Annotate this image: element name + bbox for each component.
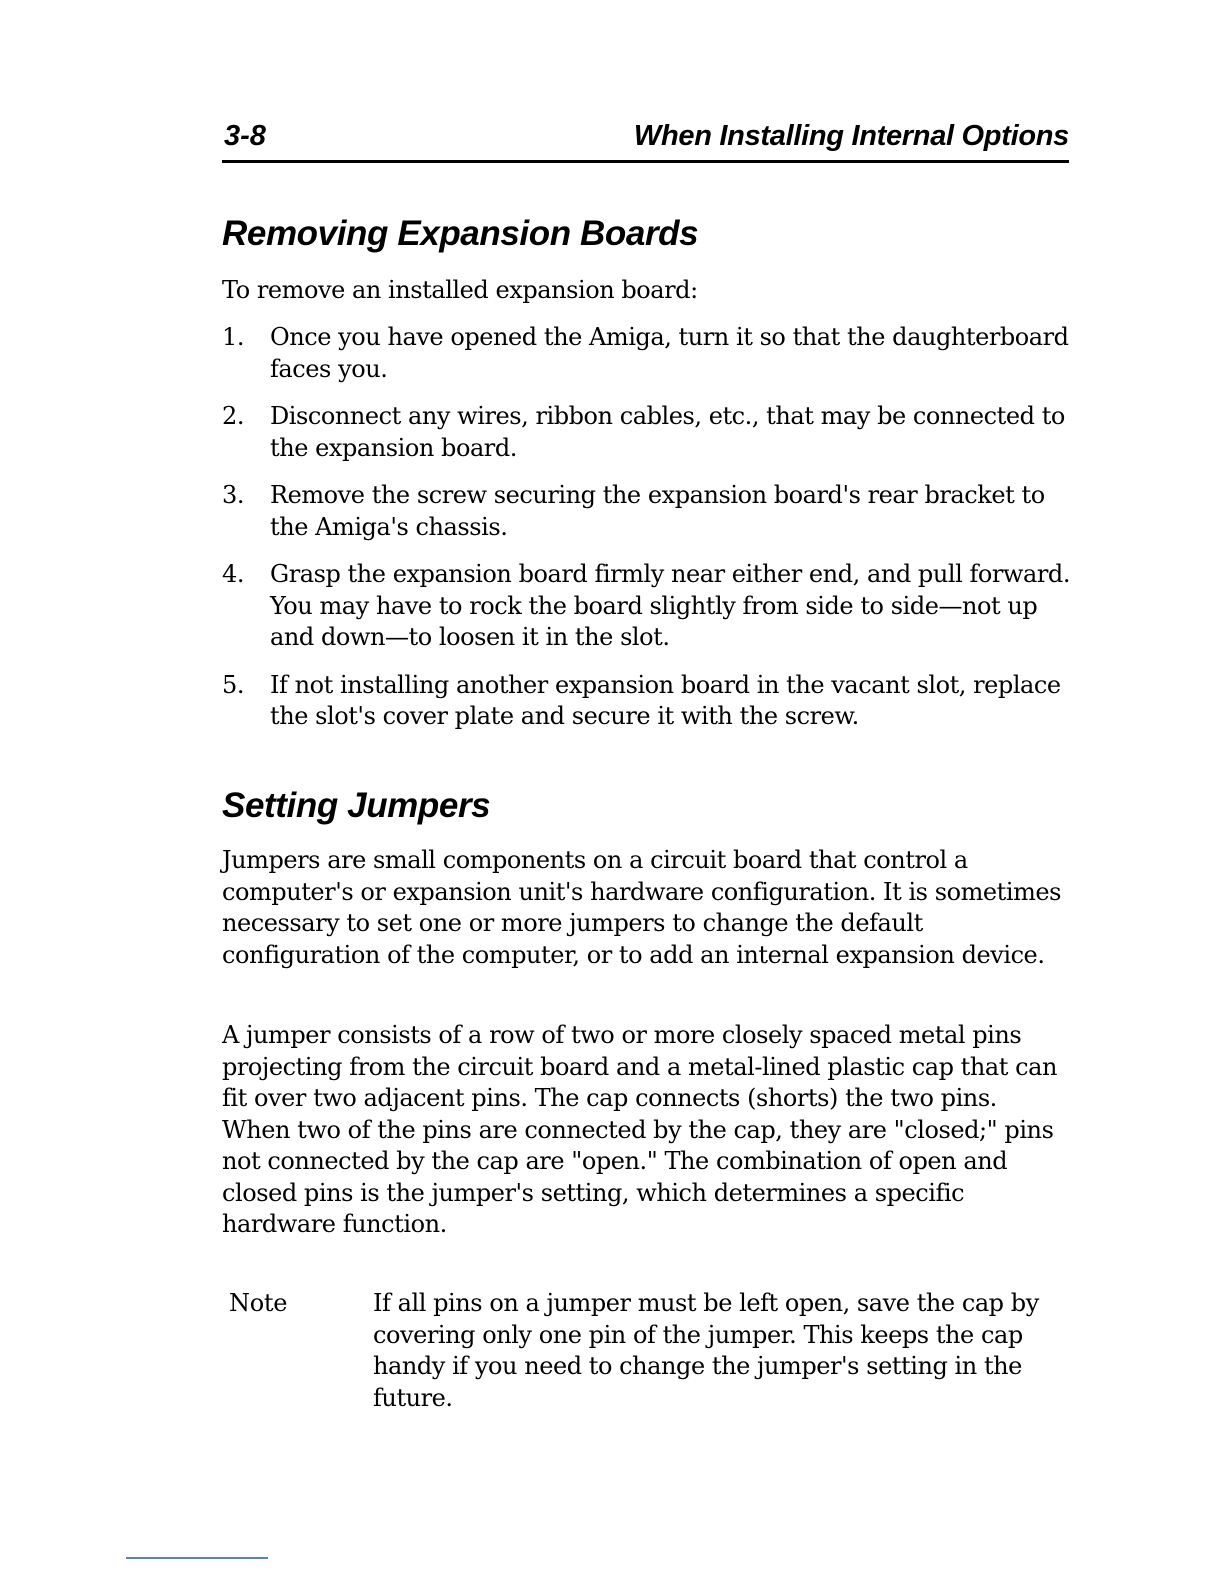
jumpers-paragraph-1: Jumpers are small components on a circuit board that control a computer's or expansion unit's hardware configuration. It is sometimes necessary to set one or more jumpers to change the default configuration of the computer, or to add an internal expansion device. bbox=[222, 846, 1062, 969]
step-text: Grasp the expansion board firmly near either end, and pull forward. You may have to rock the board slightly from side to side—not up and down—to loosen it in the slot. bbox=[270, 560, 1070, 651]
jumpers-paragraph-2: A jumper consists of a row of two or more closely spaced metal pins projecting from the circuit board and a metal-lined plastic cap that can fit over two adjacent pins. The cap connects (shorts) the two pins. When two of the pins are connected by the cap, they are "closed;" pins not connected by the cap are "open." The combination of open and closed pins is the jumper's setting, which determines a specific hardware function. bbox=[222, 1021, 1057, 1238]
step-text: Remove the screw securing the expansion board's rear bracket to the Amiga's chassis. bbox=[270, 481, 1045, 541]
step-number: 3. bbox=[222, 481, 244, 509]
step-number: 2. bbox=[222, 402, 244, 430]
step-text: If not installing another expansion board in the vacant slot, replace the slot's cover plate and secure it with the screw. bbox=[270, 670, 1061, 730]
section-heading-removing: Removing Expansion Boards bbox=[222, 214, 699, 253]
chapter-title: When Installing Internal Options bbox=[633, 120, 1069, 152]
removal-steps-list bbox=[222, 322, 1072, 733]
list-item bbox=[222, 480, 1072, 543]
section-intro: To remove an installed expansion board: bbox=[222, 276, 698, 304]
page-number: 3-8 bbox=[224, 120, 266, 152]
section-heading-jumpers: Setting Jumpers bbox=[222, 786, 491, 825]
note-label: Note bbox=[229, 1289, 288, 1317]
list-item bbox=[222, 401, 1072, 464]
step-number: 4. bbox=[222, 560, 244, 588]
list-item bbox=[222, 322, 1072, 385]
step-text: Once you have opened the Amiga, turn it so that the daughterboard faces you. bbox=[270, 323, 1069, 383]
running-header bbox=[222, 118, 1069, 163]
list-item bbox=[222, 670, 1072, 733]
step-number: 5. bbox=[222, 670, 244, 699]
step-number: 1. bbox=[222, 323, 244, 351]
scan-edge-line bbox=[126, 1557, 268, 1559]
step-text: Disconnect any wires, ribbon cables, etc., that may be connected to the expansion board. bbox=[270, 402, 1065, 462]
list-item bbox=[222, 559, 1072, 654]
note-text: If all pins on a jumper must be left open, save the cap by covering only one pin of the jumper. This keeps the cap handy if you need to change the jumper's setting in the future. bbox=[373, 1289, 1039, 1412]
